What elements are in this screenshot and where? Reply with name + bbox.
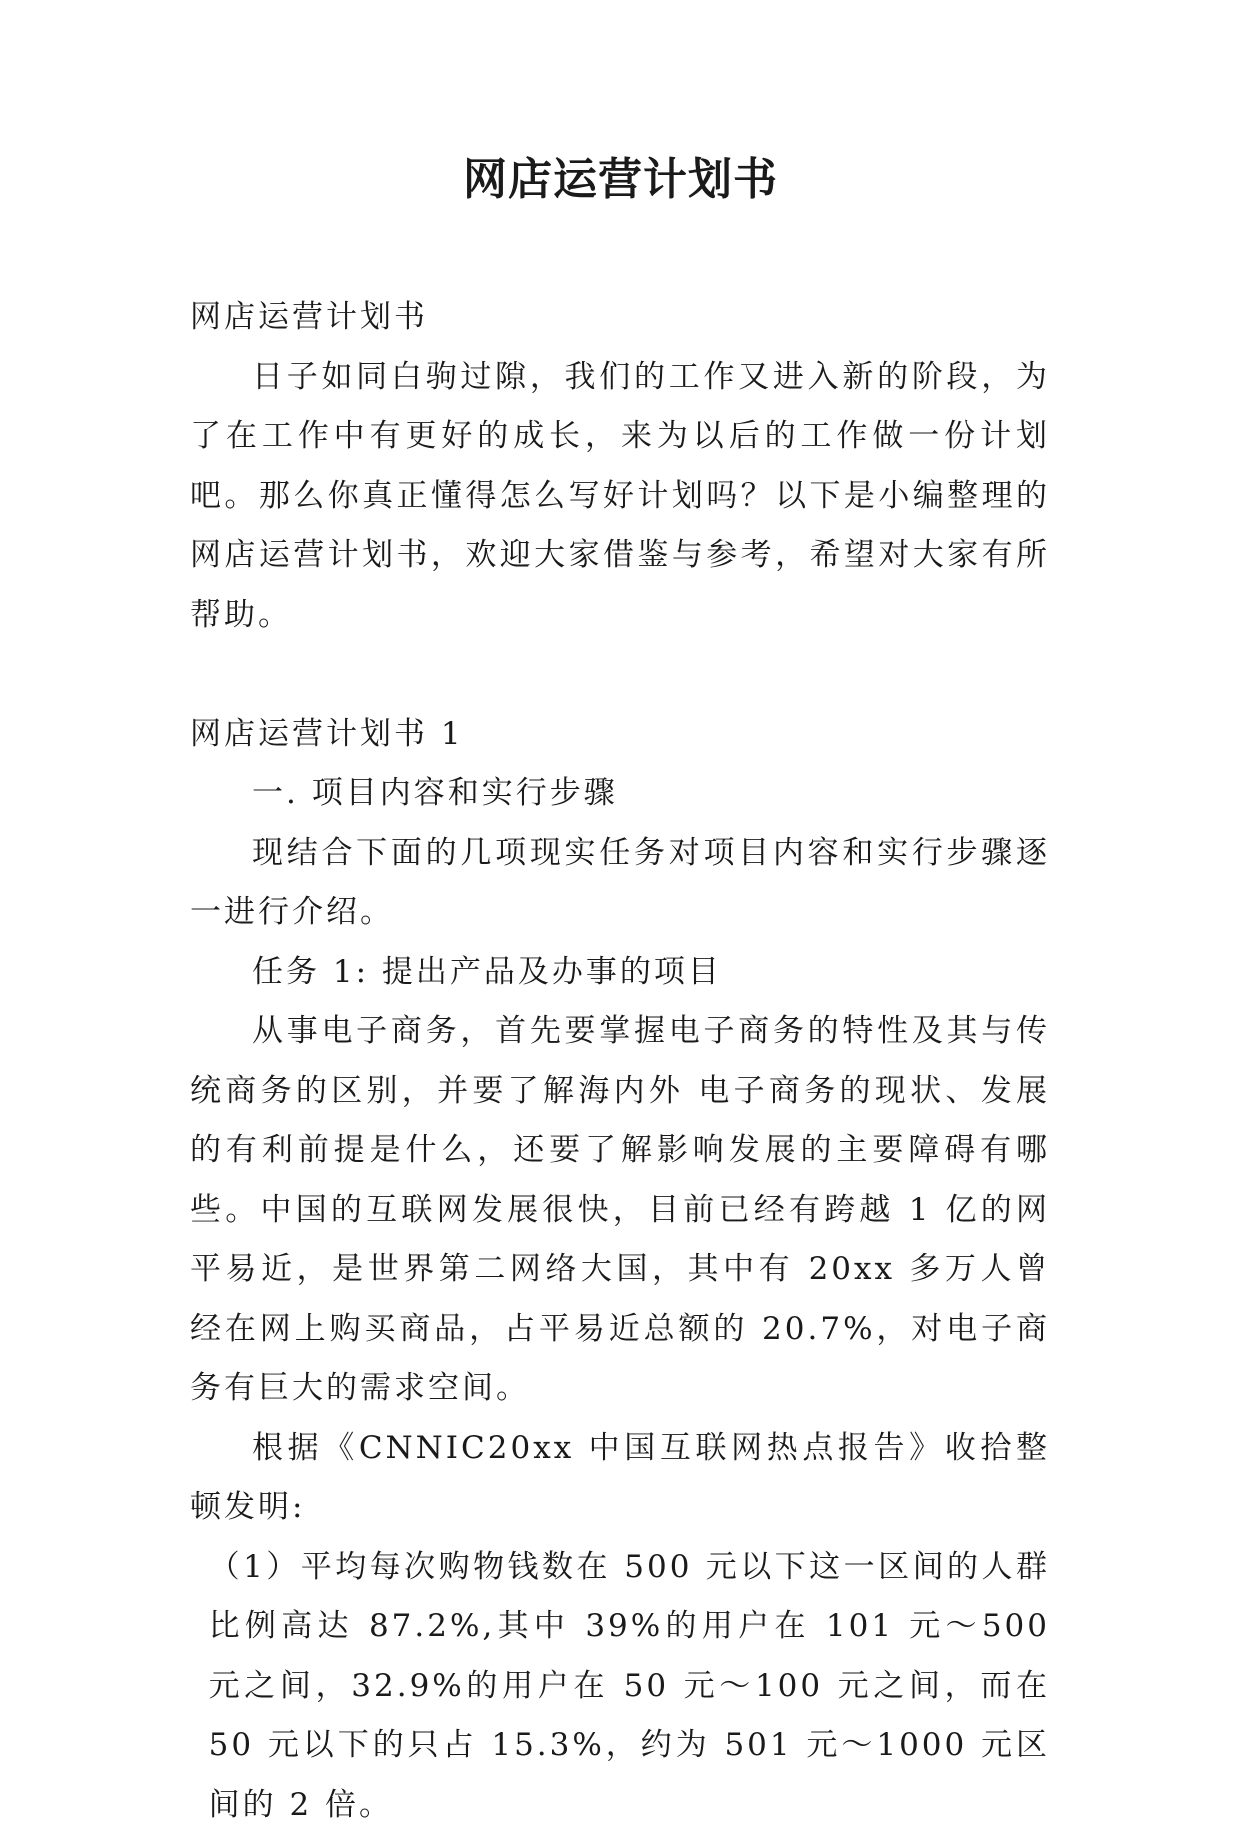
body-paragraph: 现结合下面的几项现实任务对项目内容和实行步骤逐一进行介绍。 [190, 824, 1050, 943]
section-heading: 网店运营计划书 1 [190, 705, 1050, 765]
list-paragraph: （1）平均每次购物钱数在 500 元以下这一区间的人群比例高达 87.2%,其中 39%的用户在 101 元～500 元之间，32.9%的用户在 50 元～100 元之间，而在 50 元以下的只占 15.3%，约为 501 元～1000 元区间的 2 倍。 [190, 1538, 1050, 1835]
item-heading: 一. 项目内容和实行步骤 [190, 764, 1050, 824]
paragraph-gap [190, 645, 1050, 705]
document-body [190, 288, 1050, 1835]
intro-paragraph: 日子如同白驹过隙，我们的工作又进入新的阶段，为了在工作中有更好的成长，来为以后的工作做一份计划吧。那么你真正懂得怎么写好计划吗？以下是小编整理的网店运营计划书，欢迎大家借鉴与参考，希望对大家有所帮助。 [190, 348, 1050, 646]
body-paragraph: 从事电子商务，首先要掌握电子商务的特性及其与传统商务的区别，并要了解海内外 电子商务的现状、发展的有利前提是什么，还要了解影响发展的主要障碍有哪些。中国的互联网发展很快，目前已经有跨越 1 亿的网平易近，是世界第二网络大国，其中有 20xx 多万人曾经在网上购买商品，占平易近总额的 20.7%，对电子商务有巨大的需求空间。 [190, 1002, 1050, 1419]
task-heading: 任务 1: 提出产品及办事的项目 [190, 943, 1050, 1003]
document-subtitle: 网店运营计划书 [190, 288, 1050, 348]
body-paragraph: 根据《CNNIC20xx 中国互联网热点报告》收拾整顿发明: [190, 1419, 1050, 1538]
document-title: 网店运营计划书 [0, 150, 1241, 210]
